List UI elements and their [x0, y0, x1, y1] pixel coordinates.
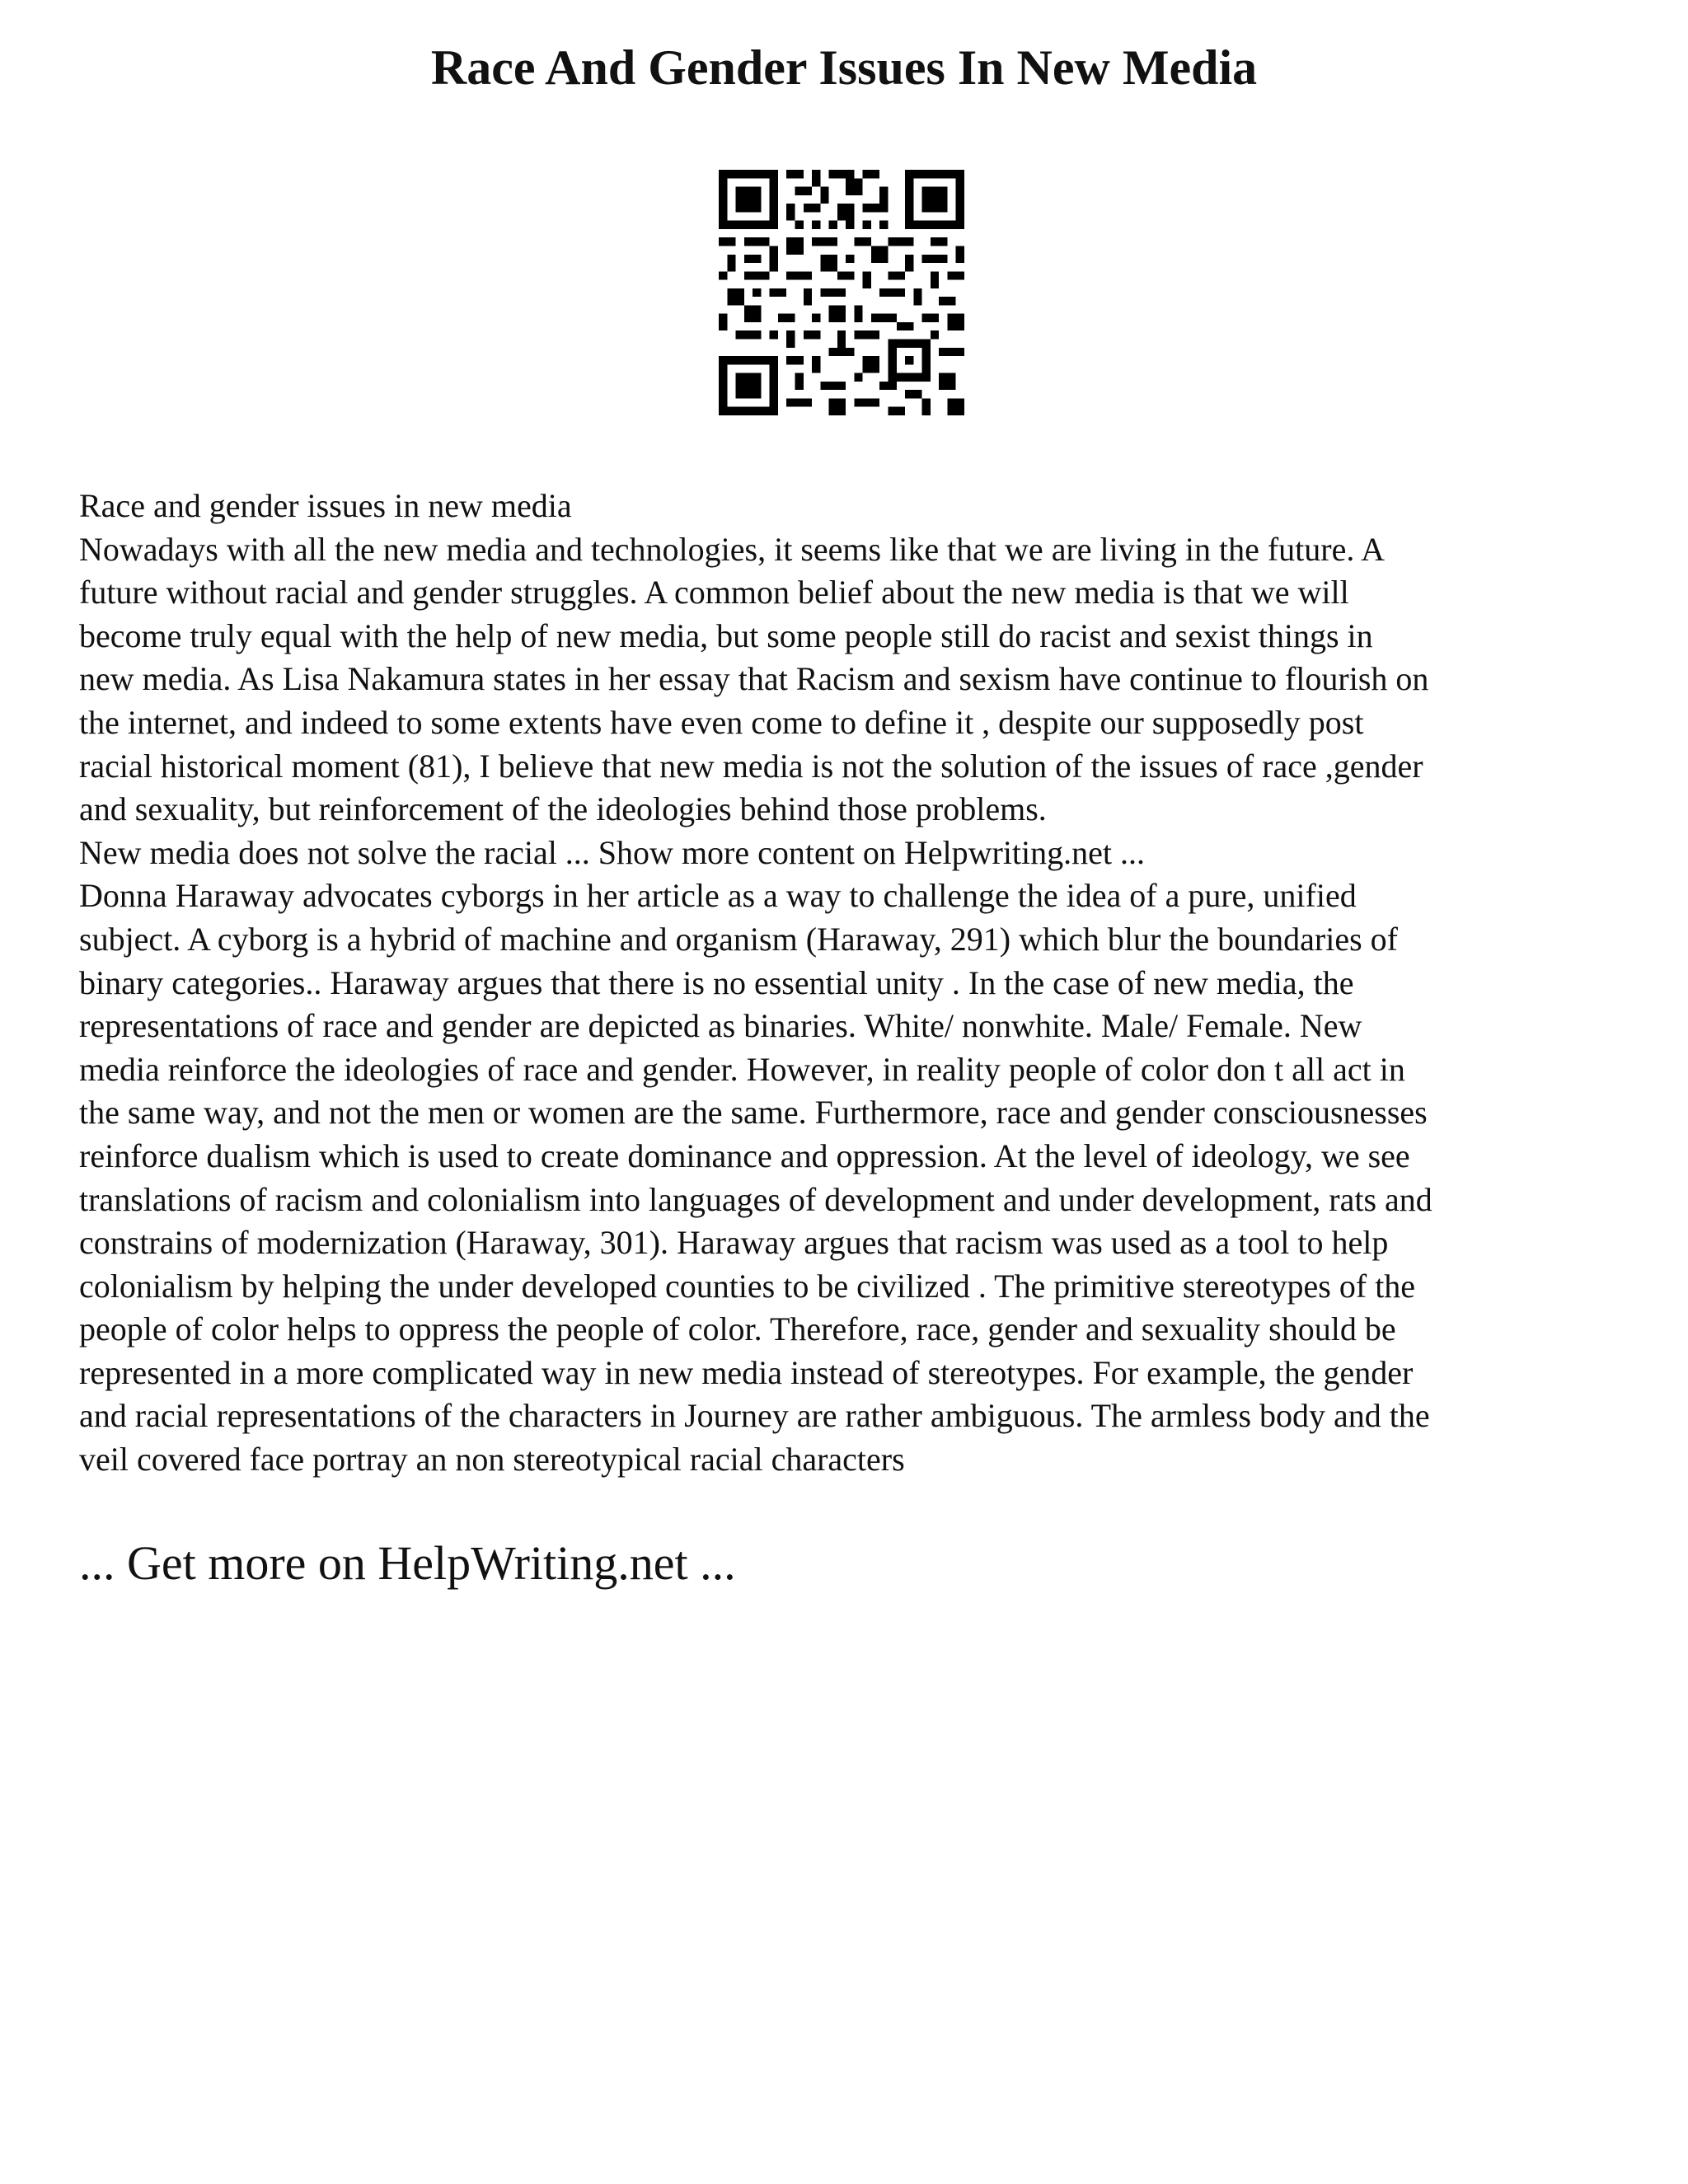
- qr-code-icon: [719, 170, 964, 415]
- text-line: representations of race and gender are depicted as binaries. White/ nonwhite. Male/ Female. New: [79, 1007, 1362, 1045]
- text-line: binary categories.. Haraway argues that there is no essential unity . In the case of new media, the: [79, 963, 1354, 1001]
- text-line: people of color helps to oppress the people of color. Therefore, race, gender and sexuality should be: [79, 1310, 1396, 1348]
- text-line: constrains of modernization (Haraway, 301). Haraway argues that racism was used as a tool to help: [79, 1224, 1389, 1262]
- text-line: and racial representations of the characters in Journey are rather ambiguous. The armless body and the: [79, 1397, 1430, 1435]
- article-body: [79, 485, 1629, 1482]
- show-more-line: New media does not solve the racial ... Show more content on Helpwriting.net ...: [79, 833, 1146, 871]
- text-line: veil covered face portray an non stereotypical racial characters: [79, 1441, 905, 1479]
- text-line: reinforce dualism which is used to create dominance and oppression. At the level of ideology, we see: [79, 1137, 1410, 1174]
- text-line: Race and gender issues in new media: [79, 487, 572, 524]
- get-more-link[interactable]: ... Get more on HelpWriting.net ...: [79, 1536, 736, 1590]
- text-line: colonialism by helping the under developed counties to be civilized . The primitive stereotypes of the: [79, 1267, 1416, 1305]
- text-line: Donna Haraway advocates cyborgs in her article as a way to challenge the idea of a pure, unified: [79, 877, 1357, 915]
- text-line: represented in a more complicated way in new media instead of stereotypes. For example, the gender: [79, 1353, 1414, 1391]
- text-line: future without racial and gender struggles. A common belief about the new media is that we will: [79, 574, 1349, 612]
- text-line: Nowadays with all the new media and technologies, it seems like that we are living in the future. A: [79, 530, 1386, 568]
- page-title: Race And Gender Issues In New Media: [430, 40, 1258, 95]
- text-line: subject. A cyborg is a hybrid of machine and organism (Haraway, 291) which blur the boundaries of: [79, 920, 1398, 958]
- text-line: the internet, and indeed to some extents have even come to define it , despite our supposedly post: [79, 703, 1364, 741]
- text-line: new media. As Lisa Nakamura states in her essay that Racism and sexism have continue to flourish on: [79, 660, 1429, 698]
- text-line: become truly equal with the help of new media, but some people still do racist and sexist things in: [79, 616, 1373, 654]
- text-line: the same way, and not the men or women are the same. Furthermore, race and gender consciousnesses: [79, 1094, 1428, 1132]
- text-line: translations of racism and colonialism into languages of development and under development, rats and: [79, 1180, 1432, 1218]
- text-line: media reinforce the ideologies of race and gender. However, in reality people of color don t all act in: [79, 1050, 1405, 1088]
- text-line: racial historical moment (81), I believe that new media is not the solution of the issues of race ,gender: [79, 747, 1423, 785]
- text-line: and sexuality, but reinforcement of the ideologies behind those problems.: [79, 790, 1047, 828]
